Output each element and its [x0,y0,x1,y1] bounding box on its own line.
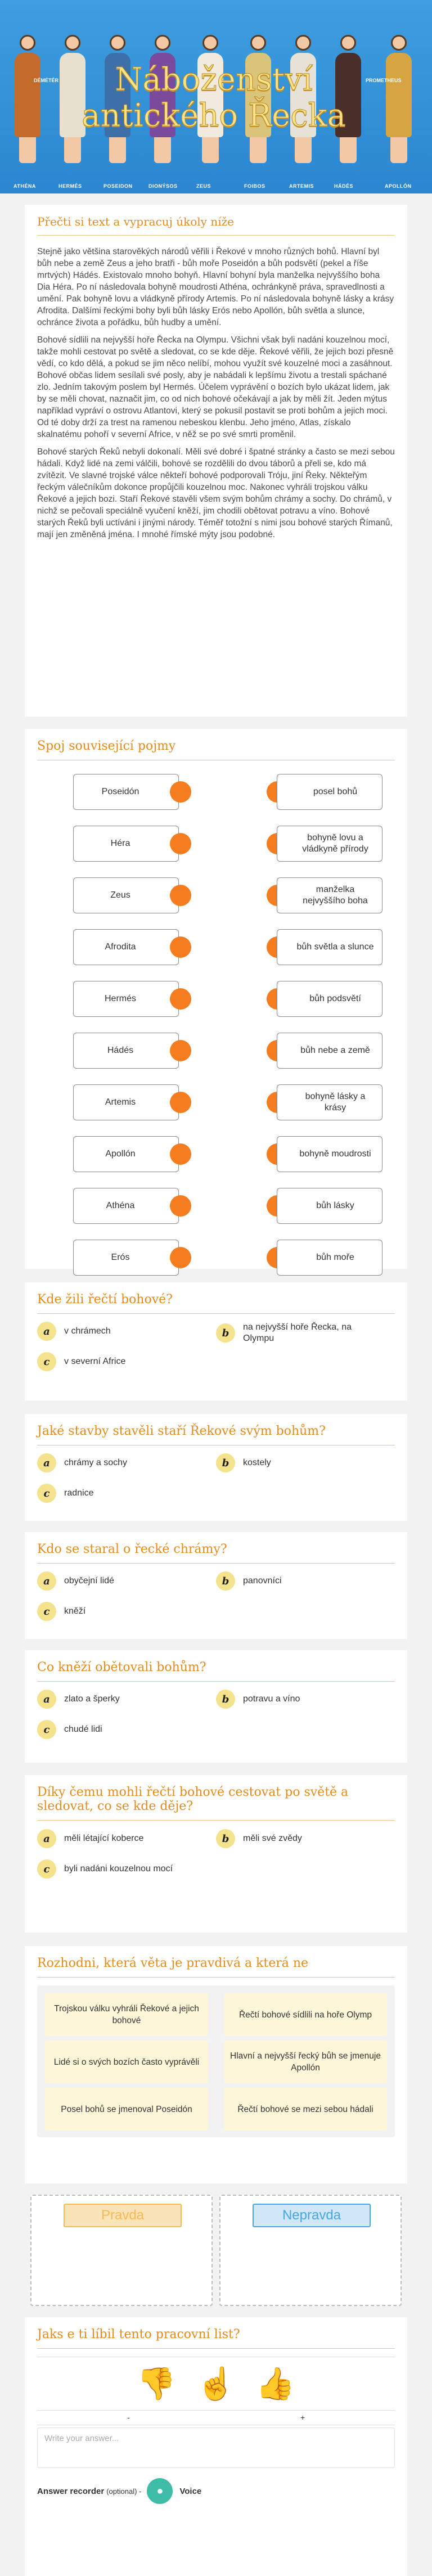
page-title: Náboženství antického Řecka [82,61,346,134]
option-key: a [37,1829,56,1848]
question-section [25,1650,407,1763]
option-text: v chrámech [64,1326,111,1336]
god-name: FOIBOS [244,183,266,189]
match-row [25,877,407,913]
pointing-hand-icon[interactable]: ☝ [196,2366,236,2401]
option-text: chudé lidi [64,1724,102,1734]
option-text: panovníci [243,1576,282,1586]
match-term[interactable]: Zeus [73,877,179,913]
option-key: b [216,1453,235,1472]
question-title: Kde žili řečtí bohové? [37,1292,395,1314]
option-text: v severní Africe [64,1357,126,1366]
match-connector[interactable] [170,1092,191,1113]
option-key: b [216,1571,235,1591]
option-key: a [37,1690,56,1709]
thumbs-up-icon[interactable]: 👍 [255,2366,295,2401]
option-text: radnice [64,1488,94,1498]
rating-icons [37,2357,395,2411]
question-section [25,1532,407,1639]
match-definition[interactable]: bůh nebe a země [277,1033,382,1069]
answer-option[interactable] [216,1571,282,1591]
option-text: měli létající koberce [64,1834,144,1843]
question-title: Jaké stavby stavěli staří Řekové svým bohům? [37,1424,395,1445]
match-connector[interactable] [170,936,191,958]
statement-card[interactable]: Trojskou válku vyhráli Řekové a jejich bohové [45,1993,208,2036]
match-connector[interactable] [170,988,191,1010]
answer-option[interactable] [216,1690,300,1709]
answer-option[interactable] [216,1322,378,1344]
match-term[interactable]: Apollón [73,1136,179,1172]
match-row [25,1240,407,1276]
match-definition[interactable]: bohyně lásky a krásy [277,1084,382,1120]
match-row [25,1033,407,1069]
god-name: POSEIDON [104,183,133,189]
match-row [25,1188,407,1224]
question-section [25,1282,407,1400]
microphone-icon[interactable]: ● [147,2478,173,2504]
god-name: HÁDÉS [334,183,354,189]
option-key: a [37,1453,56,1472]
option-key: a [37,1322,56,1341]
answer-option[interactable] [216,1829,302,1848]
answer-option[interactable] [37,1484,93,1503]
option-text: na nejvyšší hoře Řecka, na Olympu [243,1322,352,1343]
reading-section [25,205,407,717]
question-title: Co kněží obětovali bohům? [37,1660,395,1682]
statement-card[interactable]: Řečtí bohové se mezi sebou hádali [224,2088,387,2131]
answer-option[interactable] [37,1352,125,1371]
truefalse-section [25,1946,407,2183]
answer-option[interactable] [37,1322,111,1341]
answer-option[interactable] [37,1829,143,1848]
match-term[interactable]: Héra [73,826,179,862]
question-section [25,1414,407,1521]
false-label: Nepravda [282,2208,341,2223]
god-name: ZEUS [196,183,212,189]
option-text: potravu a víno [243,1694,300,1704]
statement-card[interactable]: Hlavní a nejvyšší řecký bůh se jmenuje Apollón [224,2041,387,2083]
header-banner [0,0,432,193]
option-text: byli nadáni kouzelnou mocí [64,1864,173,1874]
match-row [25,1084,407,1120]
option-text: obyčejní lidé [64,1576,114,1586]
god-name: ARTEMIS [289,183,314,189]
statement-card[interactable]: Řečtí bohové sídlili na hoře Olymp [224,1993,387,2036]
option-key: b [216,1829,235,1848]
answer-option[interactable] [37,1859,173,1879]
match-connector[interactable] [170,1195,191,1217]
section-title: Jaks e ti líbil tento pracovní list? [37,2327,395,2349]
option-text: chrámy a sochy [64,1458,128,1467]
god-name: DIONÝSOS [148,183,178,189]
answer-option[interactable] [37,1453,127,1472]
statement-card[interactable]: Lidé si o svých bozích často vyprávěli [45,2041,208,2083]
god-name: APOLLÓN [385,183,412,189]
match-row [25,826,407,862]
matching-section [25,729,407,1269]
reading-paragraph: Bohové starých Řeků nebyli dokonalí. Měli své dobré i špatné stránky a často se mezi sebou hádali. Když lidé na zemi válčili, bohové se rozdělili do dvou táborů a přeli se, kdo má zvítězit. Ve slavné trojské válce někteří bohové podporovali Tróju, jiní Řeky. Někteřým řeckým válečníkům dokonce propůjčili kouzelnou moc. Nakonec vyhráli trojskou válku Řekové a jejich bozi. Staří Řekové stavěli všem svým bohům chrámy a sochy. Do chrámů, v nichž se pečovali speciálně vyučení kněží, jim chodili obětovat potravu a víno. Bohové starých Řeků byli uctíváni i jinými národy. Téměř totožní s nimi jsou bohové starých Římanů, mají jen změněná jména. I mnohé římské mýty jsou podobné. [37,447,395,539]
recorder-optional: (optional) - [106,2487,142,2496]
feedback-section [25,2317,407,2576]
match-row [25,1136,407,1172]
answer-recorder [37,2478,201,2504]
match-definition[interactable]: manželka nejvyššího boha [277,877,382,913]
god-name: HERMÉS [58,183,82,189]
option-key: c [37,1352,56,1371]
match-definition[interactable]: bůh moře [277,1240,382,1276]
match-row [25,981,407,1017]
answer-option[interactable] [37,1720,102,1739]
rating-scale [37,2411,395,2425]
recorder-label: Answer recorder [37,2486,105,2496]
match-connector[interactable] [170,1040,191,1061]
option-key: b [216,1323,235,1343]
false-dropzone[interactable] [219,2195,402,2306]
match-term[interactable]: Erós [73,1240,179,1276]
match-term[interactable]: Hádés [73,1033,179,1069]
match-row [25,929,407,965]
false-ribbon [253,2204,371,2227]
true-ribbon [64,2204,182,2227]
scale-minus: - [127,2413,130,2422]
scale-plus: + [300,2413,305,2422]
match-connector[interactable] [170,1143,191,1165]
god-name: ATHÉNA [14,183,36,189]
section-title: Spoj související pojmy [37,739,395,760]
answer-option[interactable] [216,1453,271,1472]
option-key: b [216,1690,235,1709]
match-term[interactable]: Afrodita [73,929,179,965]
true-label: Pravda [101,2208,145,2223]
statement-card[interactable]: Posel bohů se jmenoval Poseidón [45,2088,208,2131]
reading-paragraph: Stejně jako většina starověkých národů věřili i Řekové v mnoho různých bohů. Hlavní byl bůh nebe a země Zeus a jeho bratři - bůh moře Poseidón a bůh podsvětí (pekel a říše mrtvých) Hádés. Existovalo mnoho bohyň. Hlavní bohyní byla manželka nejvyššího boha Dia Héra. Po ní následovala bohyně moudrosti Athéna, ochránkyně práva, spravedlnosti a umění. Pak bohyně lovu a vládkyně přírody Artemis. Po ní následovala bohyně lásky a krásy Afrodita. Dalšími řeckými bohy byli bůh lásky Erós nebo Apollón, bůh světla a slunce, ochránce života a pořádku, bůh hudby a umění. [37,247,394,327]
reading-paragraph: Bohové sídlili na nejvyšší hoře Řecka na Olympu. Všichni však byli nadáni kouzelnou mocí, takže mohli cestovat po světě a sledovat, co se kde děje. Řekové věřili, že jejich bozi přesně vědí, co kdo dělá, a pokud se jim něco nelíbí, mohou využít své kouzelné moci a zasáhnout. Bohové občas lidem sesílali své posly, aby je nabádali k lepšímu životu a trestali spáchané zlo. Jedním takovým poslem byl Hermés. Účelem vyprávění o bozích bylo ukázat lidem, jak by se měli chovat, naznačit jim, co od nich bohové očekávají a jak by měli žít. Jeden mýtus například vypráví o ostrovu Atlantovi, který se pokusil postavit se proti bohům a jejich moci. Od té doby drží za trest na ramenou nebeskou klenbu. Jeho jméno, Atlas, získalo skalnatému pohoří v severní Africe, v něž se po své smrti proměnil. [37,335,394,439]
side-label-right: PROMETHEUS [366,78,402,83]
match-connector[interactable] [170,1247,191,1268]
drop-zones [25,2190,407,2312]
statement-pool [37,1985,395,2137]
option-key: c [37,1484,56,1503]
match-definition[interactable]: bohyně moudrosti [277,1136,382,1172]
match-connector[interactable] [170,781,191,803]
match-connector[interactable] [170,885,191,906]
match-definition[interactable]: bůh podsvětí [277,981,382,1017]
option-text: měli své zvědy [243,1834,302,1843]
side-label-left: DÉMÉTÉR [34,78,59,83]
option-key: c [37,1859,56,1879]
match-term[interactable]: Poseidón [73,774,179,810]
answer-option[interactable] [37,1602,86,1621]
option-text: zlato a šperky [64,1694,120,1704]
answer-option[interactable] [37,1571,114,1591]
match-definition[interactable]: bůh lásky [277,1188,382,1224]
question-title: Kdo se staral o řecké chrámy? [37,1542,395,1564]
match-definition[interactable]: posel bohů [277,774,382,810]
thumbs-down-icon[interactable]: 👎 [137,2366,177,2401]
question-title: Díky čemu mohli řečtí bohové cestovat po světě a sledovat, co se kde děje? [37,1785,395,1821]
match-definition[interactable]: bůh světla a slunce [277,929,382,965]
answer-field[interactable]: Write your answer... [37,2428,395,2468]
match-term[interactable]: Hermés [73,981,179,1017]
answer-option[interactable] [37,1690,120,1709]
match-row [25,774,407,810]
section-title: Rozhodni, která věta je pravdivá a která ne [37,1956,395,1978]
option-text: kostely [243,1458,271,1467]
question-section [25,1775,407,1933]
match-definition[interactable]: bohyně lovu a vládkyně přírody [277,826,382,862]
true-dropzone[interactable] [30,2195,213,2306]
section-title: Přečti si text a vypracuj úkoly níže [37,215,395,236]
voice-label[interactable]: Voice [179,2486,202,2496]
match-term[interactable]: Athéna [73,1188,179,1224]
option-key: a [37,1571,56,1591]
option-key: c [37,1602,56,1621]
option-key: c [37,1720,56,1739]
match-term[interactable]: Artemis [73,1084,179,1120]
match-connector[interactable] [170,833,191,854]
option-text: kněží [64,1606,86,1616]
